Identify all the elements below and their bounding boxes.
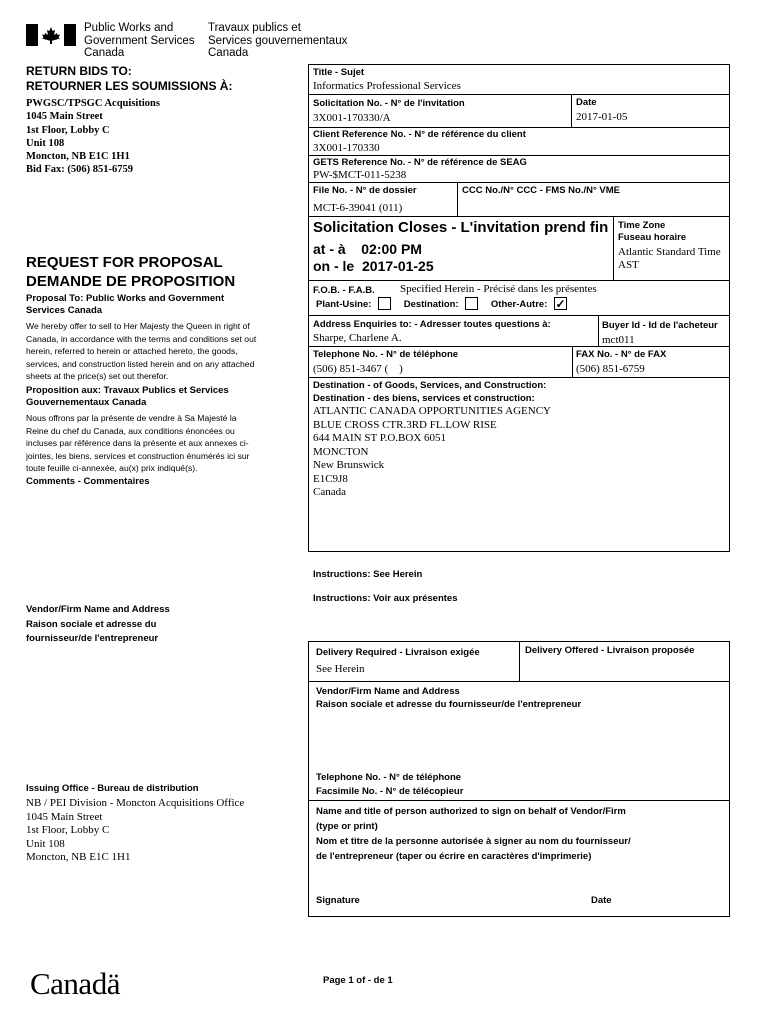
- address-enquiries-value: Sharpe, Charlene A.: [313, 332, 402, 344]
- dept-fr-line-3: Canada: [208, 47, 249, 59]
- authorized-person-line: de l'entrepreneur (taper ou écrire en caractères d'imprimerie): [316, 851, 592, 862]
- authorized-person-label: [316, 804, 631, 864]
- vendor-firm-label-fr: Raison sociale et adresse du fournisseur/de l'entrepreneur: [316, 699, 582, 710]
- on-label: on - le: [313, 258, 355, 274]
- gets-reference-value: PW-$MCT-011-5238: [313, 169, 407, 181]
- return-address-line: PWGSC/TPSGC Acquisitions: [26, 98, 160, 109]
- dept-fr-line-2: Services gouvernementaux: [208, 34, 348, 47]
- return-bids-heading: [26, 64, 232, 94]
- dept-en-line-3: Canada: [84, 47, 125, 59]
- telephone-value: (506) 851-3467 ( ): [313, 363, 403, 375]
- instructions-fr: Instructions: Voir aux présentes: [313, 593, 458, 604]
- vendor-label-line: Vendor/Firm Name and Address: [26, 604, 170, 615]
- plant-usine-label: Plant-Usine:: [316, 299, 372, 311]
- fob-value: Specified Herein - Précisé dans les présentes: [400, 283, 597, 295]
- vendor-telephone-label: Telephone No. - N° de téléphone: [316, 772, 462, 783]
- address-enquiries-label: Address Enquiries to: - Adresser toutes questions à:: [313, 319, 551, 330]
- date-label: Date: [576, 97, 597, 108]
- canada-wordmark: Canadä: [30, 966, 120, 1001]
- file-number-value: MCT-6-39041 (011): [313, 202, 403, 214]
- fax-label: FAX No. - N° de FAX: [576, 349, 667, 360]
- destination-address: [313, 405, 551, 500]
- buyer-id-value: mct011: [602, 334, 635, 346]
- issuing-address-line: NB / PEI Division - Moncton Acquisitions Office: [26, 797, 245, 809]
- buyer-id-label: Buyer Id - Id de l'acheteur: [602, 320, 718, 331]
- proposal-to-label: Proposal To: Public Works and Government Services Canada: [26, 293, 225, 316]
- instructions-en: Instructions: See Herein: [313, 569, 423, 580]
- dept-en-line-2: Government Services: [84, 34, 195, 47]
- solicitation-closes-label: Solicitation Closes - L'invitation prend fin: [313, 219, 609, 236]
- closing-time-value: 02:00 PM: [361, 241, 422, 257]
- time-zone-label-en: Time Zone: [618, 220, 666, 231]
- return-address-line: 1st Floor, Lobby C: [26, 124, 110, 136]
- fax-value: (506) 851-6759: [576, 363, 645, 375]
- title-label: Title - Sujet: [313, 67, 365, 78]
- client-reference-label: Client Reference No. - N° de référence du client: [313, 129, 526, 140]
- proposition-label: Proposition aux: Travaux Publics et Services Gouvernementaux Canada: [26, 385, 229, 408]
- destination-address-line: Canada: [313, 486, 346, 498]
- delivery-required-label: Delivery Required - Livraison exigée: [316, 647, 480, 658]
- at-label: at - à: [313, 241, 346, 257]
- vendor-phone-fax-labels: [316, 771, 463, 799]
- proposal-to-text: We hereby offer to sell to Her Majesty the Queen in right of Canada, in accordance with the terms and conditions set out herein, referred to herein or attached hereto, the goods, services, and construction listed herein and on any attached sheets at the price(s) set out therefor.: [26, 321, 257, 382]
- solicitation-number-value: 3X001-170330/A: [313, 112, 391, 124]
- delivery-offered-label: Delivery Offered - Livraison proposée: [525, 645, 695, 656]
- return-address-line: 1045 Main Street: [26, 111, 103, 123]
- delivery-offered-field[interactable]: [522, 658, 726, 678]
- return-address-line: Moncton, NB E1C 1H1: [26, 151, 130, 163]
- return-bid-fax: Bid Fax: (506) 851-6759: [26, 164, 134, 176]
- closing-date-row: [313, 258, 434, 275]
- comments-label: Comments - Commentaires: [26, 476, 150, 487]
- telephone-label: Telephone No. - N° de téléphone: [313, 349, 459, 360]
- client-reference-value: 3X001-170330: [313, 142, 380, 154]
- time-zone-value-abbr: AST: [618, 259, 639, 271]
- file-number-label: File No. - N° de dossier: [313, 185, 417, 196]
- vendor-firm-label-en: Vendor/Firm Name and Address: [316, 686, 460, 697]
- vendor-label-line: Raison sociale et adresse du: [26, 618, 157, 630]
- issuing-office-address: [26, 797, 244, 865]
- rfp-heading: [26, 253, 235, 291]
- closing-date-value: 2017-01-25: [362, 258, 434, 274]
- return-bids-address: [26, 97, 160, 177]
- closing-time-row: [313, 241, 422, 258]
- issuing-address-line: Unit 108: [26, 837, 65, 850]
- plant-usine-checkbox[interactable]: [378, 297, 391, 310]
- issuing-address-line: 1045 Main Street: [26, 810, 103, 823]
- dept-fr-line-1: Travaux publics et: [208, 22, 301, 34]
- dept-en-line-1: Public Works and: [84, 22, 174, 34]
- destination-address-line: MONCTON: [313, 445, 369, 458]
- vendor-firm-label: [316, 685, 581, 711]
- gets-reference-label: GETS Reference No. - N° de référence de SEAG: [313, 157, 527, 168]
- delivery-required-value: See Herein: [316, 663, 365, 675]
- department-name-en: [84, 22, 195, 60]
- issuing-address-line: 1st Floor, Lobby C: [26, 824, 110, 836]
- signature-label: Signature: [316, 895, 360, 906]
- page-number: Page 1 of - de 1: [323, 975, 393, 986]
- return-address-line: Unit 108: [26, 137, 65, 149]
- vendor-label-line: fournisseur/de l'entrepreneur: [26, 633, 159, 644]
- rfp-title-en: REQUEST FOR PROPOSAL: [26, 254, 223, 271]
- vendor-fax-label: Facsimile No. - N° de télécopieur: [316, 786, 464, 797]
- solicitation-number-label: Solicitation No. - N° de l'invitation: [313, 98, 465, 109]
- other-autre-label: Other-Autre:: [490, 299, 548, 311]
- destination-label: Destination:: [403, 299, 459, 311]
- destination-heading: [313, 380, 546, 405]
- time-zone-value: [618, 246, 721, 272]
- destination-address-line: BLUE CROSS CTR.3RD FL.LOW RISE: [313, 418, 497, 431]
- destination-address-line: 644 MAIN ST P.O.BOX 6051: [313, 432, 447, 444]
- time-zone-label: [618, 220, 686, 244]
- authorized-person-line: (type or print): [316, 821, 378, 832]
- vendor-firm-field[interactable]: [312, 712, 726, 768]
- destination-address-line: ATLANTIC CANADA OPPORTUNITIES AGENCY: [313, 405, 551, 417]
- ccc-number-label: CCC No./N° CCC - FMS No./N° VME: [462, 185, 621, 196]
- vendor-name-address-label: [26, 603, 170, 647]
- time-zone-label-fr: Fuseau horaire: [618, 232, 687, 243]
- authorized-person-line: Nom et titre de la personne autorisée à signer au nom du fournisseur/: [316, 836, 631, 847]
- proposition-text: Nous offrons par la présente de vendre à Sa Majesté la Reine du chef du Canada, aux conditions énoncées ou incluses par référence dans la présente et aux annexes ci-jointes, les biens, services et construction énumérés ici sur toute feuille ci-annexée, au(x) prix indiqué(s).: [26, 413, 250, 474]
- authorized-person-line: Name and title of person authorized to sign on behalf of Vendor/Firm: [316, 806, 626, 817]
- destination-checkbox[interactable]: [465, 297, 478, 310]
- other-autre-checkbox[interactable]: ✓: [555, 297, 566, 311]
- issuing-address-line: Moncton, NB E1C 1H1: [26, 851, 131, 863]
- title-value: Informatics Professional Services: [313, 80, 461, 92]
- canada-flag-icon: [26, 24, 76, 46]
- destination-label-en: Destination - of Goods, Services, and Construction:: [313, 380, 547, 391]
- signature-date-label: Date: [591, 895, 612, 906]
- destination-label-fr: Destination - des biens, services et construction:: [313, 392, 535, 404]
- issuing-office-label: Issuing Office - Bureau de distribution: [26, 783, 199, 794]
- destination-address-line: E1C9J8: [313, 472, 348, 485]
- return-bids-title-en: RETURN BIDS TO:: [26, 64, 132, 78]
- return-bids-title-fr: RETOURNER LES SOUMISSIONS À:: [26, 79, 233, 93]
- fob-options-row: [316, 298, 567, 311]
- department-name-fr: [208, 22, 347, 60]
- date-value: 2017-01-05: [576, 111, 628, 123]
- time-zone-value-name: Atlantic Standard Time: [618, 246, 721, 258]
- rfp-title-fr: DEMANDE DE PROPOSITION: [26, 273, 236, 290]
- destination-address-line: New Brunswick: [313, 459, 385, 471]
- fob-label: F.O.B. - F.A.B.: [313, 285, 375, 296]
